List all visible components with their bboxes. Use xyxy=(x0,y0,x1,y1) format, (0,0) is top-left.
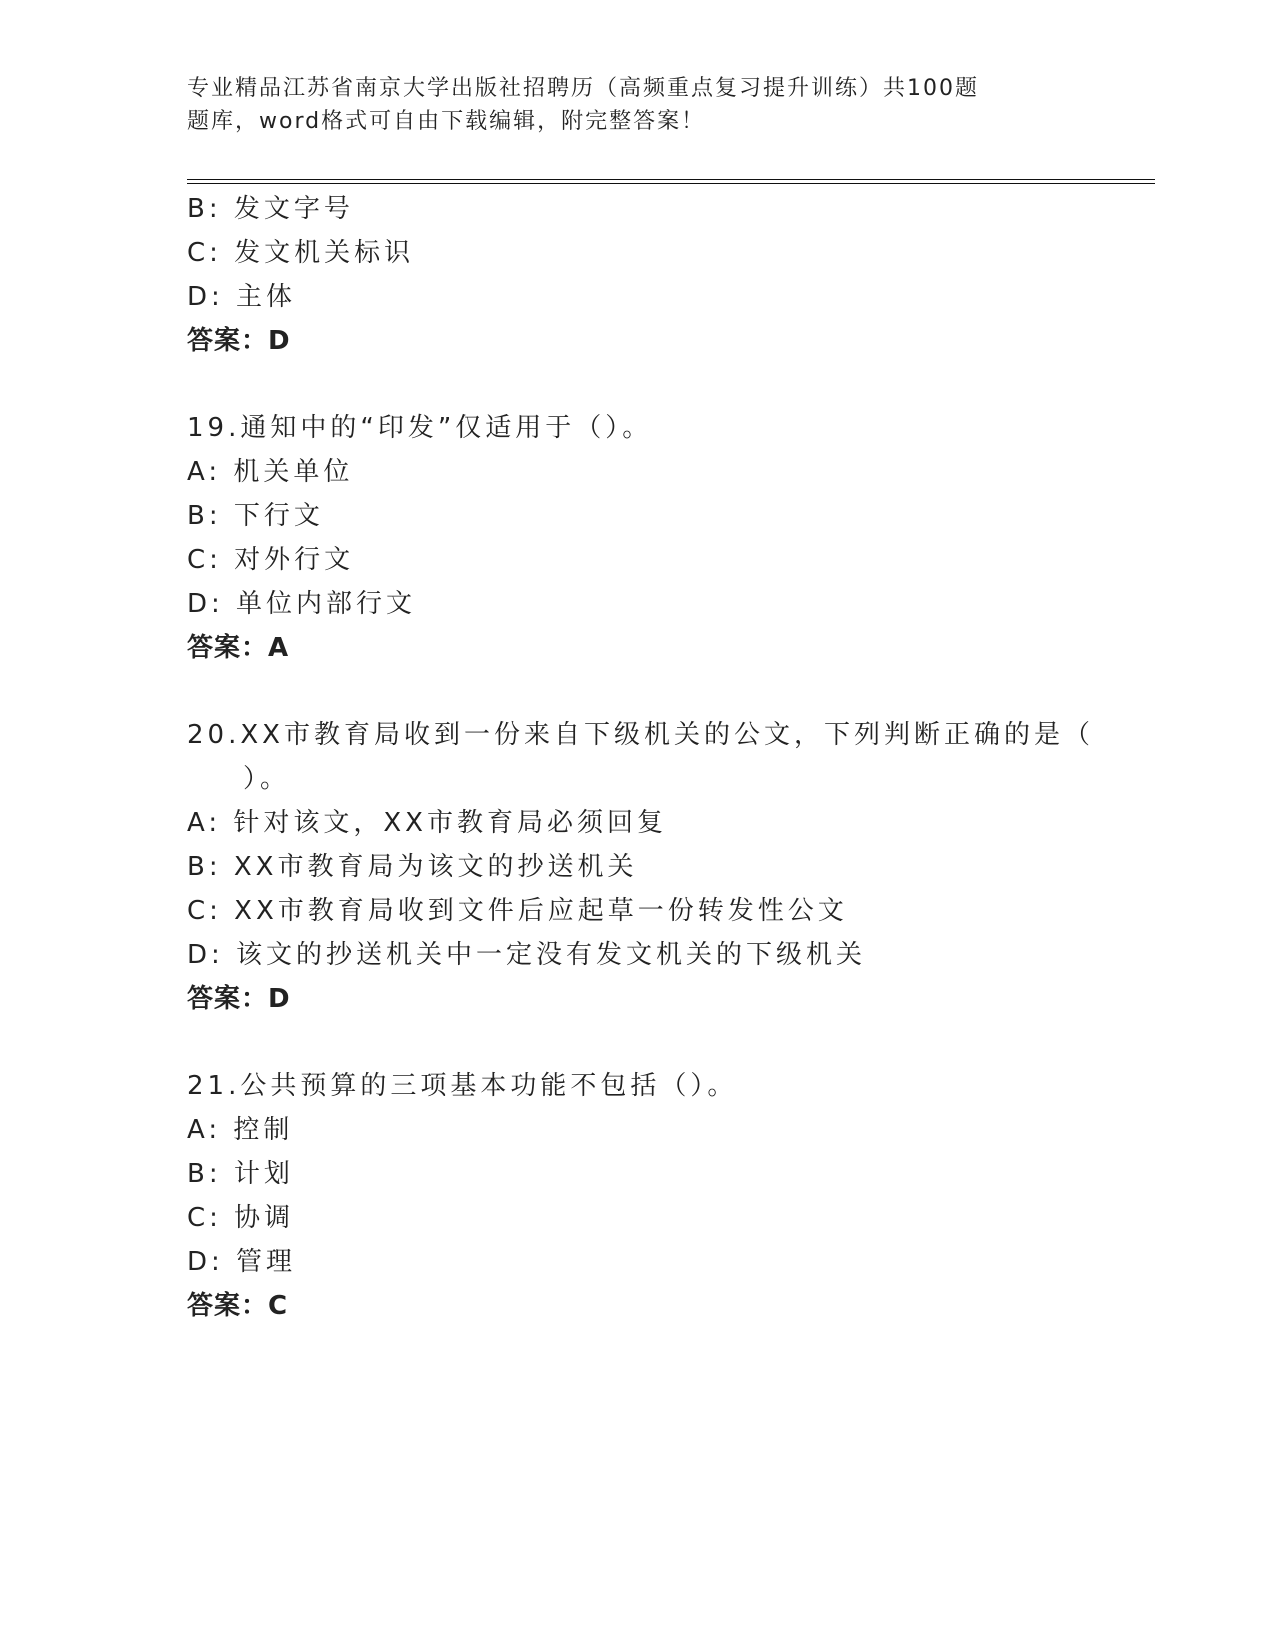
header-divider-bottom xyxy=(187,183,1155,184)
q18-option-c: C: 发文机关标识 xyxy=(187,238,415,268)
q19-option-a: A: 机关单位 xyxy=(187,457,354,487)
q21-option-d: D: 管理 xyxy=(187,1247,297,1277)
q21-question: 21.公共预算的三项基本功能不包括（）。 xyxy=(187,1071,738,1101)
header-line-2: 题库，word格式可自由下载编辑，附完整答案！ xyxy=(187,109,706,134)
q19-option-c: C: 对外行文 xyxy=(187,545,355,575)
q20-option-b: B: XX市教育局为该文的抄送机关 xyxy=(187,852,638,882)
header-line-1: 专业精品江苏省南京大学出版社招聘历（高频重点复习提升训练）共100题 xyxy=(187,76,979,101)
q21-option-b: B: 计划 xyxy=(187,1159,294,1189)
q21-option-a: A: 控制 xyxy=(187,1115,294,1145)
q19-answer: 答案：A xyxy=(187,633,290,663)
q20-option-d: D: 该文的抄送机关中一定没有发文机关的下级机关 xyxy=(187,940,867,970)
q20-question: 20.XX市教育局收到一份来自下级机关的公文，下列判断正确的是（ xyxy=(187,720,1094,750)
q21-answer: 答案：C xyxy=(187,1291,289,1321)
q20-answer: 答案：D xyxy=(187,984,291,1014)
q19-option-d: D: 单位内部行文 xyxy=(187,589,417,619)
q18-answer: 答案：D xyxy=(187,326,291,356)
q20-question-continued: ）。 xyxy=(243,764,291,794)
q18-option-d: D: 主体 xyxy=(187,282,297,312)
q20-option-a: A: 针对该文，XX市教育局必须回复 xyxy=(187,808,667,838)
document-header xyxy=(187,72,1017,138)
header-divider-top xyxy=(187,179,1155,180)
q21-option-c: C: 协调 xyxy=(187,1203,295,1233)
q18-option-b: B: 发文字号 xyxy=(187,194,354,224)
q19-option-b: B: 下行文 xyxy=(187,501,324,531)
q20-option-c: C: XX市教育局收到文件后应起草一份转发性公文 xyxy=(187,896,848,926)
q19-question: 19.通知中的“印发”仅适用于（）。 xyxy=(187,413,653,443)
